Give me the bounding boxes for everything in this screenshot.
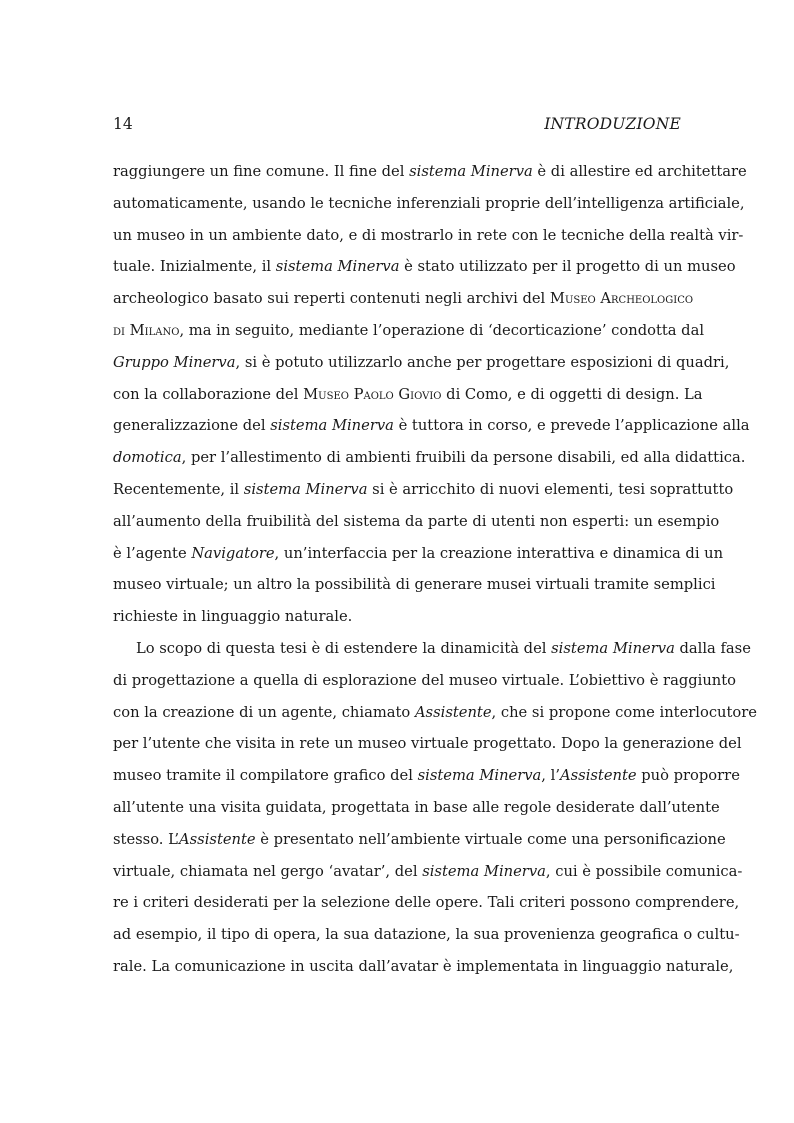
text-segment: raggiungere un fine comune. Il fine del — [113, 163, 410, 180]
text-line — [113, 156, 747, 188]
paragraph — [113, 633, 757, 983]
text-segment: virtuale, chiamata nel gergo ‘avatar’, del — [113, 862, 423, 880]
text-segment: , un’interfaccia per la creazione interattiva e dinamica di un — [274, 544, 724, 562]
paragraph — [113, 156, 750, 633]
text-segment: archeologico basato sui reperti contenuti negli archivi del — [113, 290, 550, 308]
text-segment: di progettazione a quella di esplorazione del museo virtuale. L’obiettivo è raggiunto — [113, 671, 736, 689]
text-line — [113, 760, 740, 792]
text-segment: all’aumento della fruibilità del sistema da parte di utenti non esperti: un esempio — [113, 512, 720, 530]
italic-term: Assistente — [179, 830, 256, 848]
text-segment: automaticamente, usando le tecniche inferenziali proprie dell’intelligenza artificiale, — [113, 194, 745, 212]
page-header — [113, 115, 681, 137]
italic-term: Assistente — [414, 703, 492, 721]
text-line — [113, 569, 716, 601]
text-segment: è di allestire ed architettare — [532, 163, 747, 180]
text-segment: si è arricchito di nuovi elementi, tesi soprattutto — [367, 480, 734, 498]
text-line — [113, 792, 720, 824]
italic-term: Assistente — [560, 767, 637, 785]
text-line — [113, 283, 694, 315]
text-line — [113, 188, 745, 220]
italic-term: Gruppo Minerva — [113, 353, 236, 371]
text-segment: Recentemente, il — [113, 480, 244, 498]
italic-term: sistema Minerva — [270, 417, 394, 435]
text-segment: richieste in linguaggio naturale. — [113, 608, 353, 626]
small-caps-name: di Milano — [113, 321, 180, 339]
text-line — [113, 665, 736, 697]
text-line — [113, 824, 726, 856]
text-segment: è tuttora in corso, e prevede l’applicazione alla — [393, 417, 750, 435]
text-segment: , per l’allestimento di ambienti fruibili da persone disabili, ed alla didattica. — [181, 449, 746, 467]
text-line — [113, 919, 740, 951]
text-segment: museo tramite il compilatore grafico del — [113, 767, 418, 785]
italic-term: sistema Minerva — [417, 767, 542, 785]
text-line — [113, 315, 705, 347]
text-line — [113, 220, 744, 252]
text-segment: all’utente una visita guidata, progettata in base alle regole desiderate dall’utente — [113, 798, 720, 816]
text-line — [113, 442, 746, 474]
italic-term: Navigatore — [191, 544, 275, 562]
text-line — [113, 347, 730, 379]
text-segment: museo virtuale; un altro la possibilità di generare musei virtuali tramite semplici — [113, 576, 716, 594]
italic-term: sistema Minerva — [243, 480, 368, 498]
italic-term: sistema Minerva — [551, 639, 675, 657]
text-segment: Lo scopo di questa tesi è di estendere la dinamicità del — [136, 639, 552, 657]
text-segment: , cui è possibile comunica- — [545, 862, 743, 880]
text-segment: è l’agente — [113, 544, 192, 562]
text-segment: , l’ — [541, 767, 561, 785]
text-line — [113, 601, 681, 633]
italic-term: sistema Minerva — [409, 163, 533, 180]
text-segment: , ma in seguito, mediante l’operazione di ‘decorticazione’ condotta dal — [179, 321, 705, 339]
small-caps-name: Museo Paolo Giovio — [303, 385, 442, 403]
text-line — [113, 728, 742, 760]
text-segment: di Como, e di oggetti di design. La — [441, 385, 703, 403]
small-caps-name: Museo Archeologico — [549, 290, 694, 308]
text-segment: generalizzazione del — [113, 417, 271, 435]
text-segment: , che si propone come interlocutore — [491, 703, 757, 721]
text-line — [113, 538, 724, 570]
text-line — [113, 633, 751, 665]
text-segment: con la collaborazione del — [113, 385, 304, 403]
text-line — [113, 506, 720, 538]
text-segment: un museo in un ambiente dato, e di mostrarlo in rete con le tecniche della realtà vir- — [113, 226, 744, 244]
text-segment: è presentato nell’ambiente virtuale come una personificazione — [255, 830, 726, 848]
italic-term: domotica — [113, 449, 182, 467]
body-text — [113, 156, 757, 983]
text-segment: con la creazione di un agente, chiamato — [113, 703, 415, 721]
italic-term: sistema Minerva — [275, 258, 400, 276]
text-segment: è stato utilizzato per il progetto di un museo — [399, 258, 736, 276]
text-line — [113, 474, 734, 506]
italic-term: sistema Minerva — [422, 862, 546, 880]
text-line — [113, 697, 757, 729]
text-line — [113, 251, 736, 283]
text-segment: stesso. L’ — [113, 830, 180, 848]
text-segment: re i criteri desiderati per la selezione delle opere. Tali criteri possono comprendere, — [113, 894, 740, 912]
text-segment: può proporre — [636, 767, 740, 785]
text-segment: dalla fase — [674, 639, 751, 657]
page-number: 14 — [113, 115, 133, 133]
text-line — [113, 379, 703, 411]
text-line — [113, 951, 734, 983]
text-segment: ad esempio, il tipo di opera, la sua datazione, la sua provenienza geografica o cultu- — [113, 926, 740, 944]
text-line — [113, 410, 750, 442]
text-segment: per l’utente che visita in rete un museo virtuale progettato. Dopo la generazione del — [113, 735, 742, 753]
text-line — [113, 887, 740, 919]
text-segment: rale. La comunicazione in uscita dall’avatar è implementata in linguaggio naturale, — [113, 957, 734, 975]
running-title: INTRODUZIONE — [544, 115, 681, 133]
text-segment: tuale. Inizialmente, il — [113, 258, 276, 276]
text-line — [113, 856, 743, 888]
text-segment: , si è potuto utilizzarlo anche per progettare esposizioni di quadri, — [235, 353, 730, 371]
